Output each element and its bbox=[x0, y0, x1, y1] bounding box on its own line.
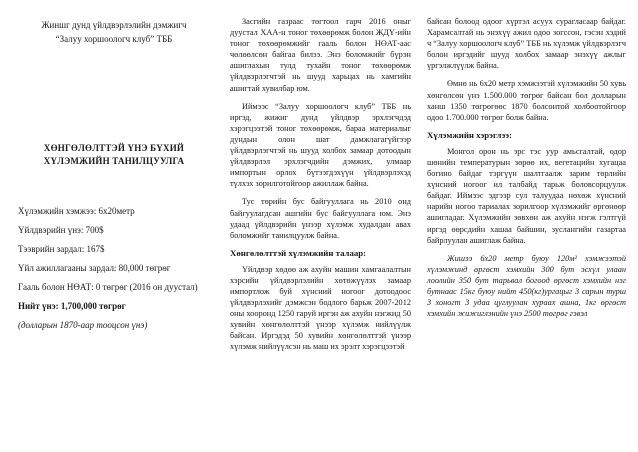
author-line: Жиншг дунд үйлдвэрлэлийн дэмжигч bbox=[41, 20, 187, 30]
paragraph: Өмнө нь 6х20 метр хэмжээтэй хүлэмжийн 50 хувь хөнгөлсөн үнэ 1.500.000 төгрөг байсан бол долларын ханш 1350 төгрөгөөс 1870 болсонтой холбоотойгоор одоо 1.700.000 төгрөг болж байна. bbox=[427, 79, 626, 122]
meta-shipping-cost: Тээврийн зардал: 167$ bbox=[18, 244, 105, 254]
meta-factory-price: Үйлдвэрийн үнэ: 700$ bbox=[18, 225, 104, 235]
section-heading: Хөнгөлөлттэй хүлэмжийн талаар: bbox=[230, 247, 367, 258]
meta-operation-cost: Үйл ажиллагааны зардал: 80,000 төгрөг bbox=[18, 263, 171, 273]
middle-column bbox=[224, 0, 419, 452]
paragraph: Иймээс “Залуу хоршоологч клуб” ТББ нь иргэд, жижиг дунд үйлдвэр эрхлэгчдэд хэрэгцээтэй тоног төхөөрөмж, бараа материалыг дундын олон шат дамжлагагүйгээр үйлдвэрлэгчтэй нь шууд холбох замаар дотоодын үйлдвэрлэл эрхлэгчдийн дэмжих, улмаар импортын орлох бүтээгдэхүүн үйлдвэрлэхэд түлхэх зорилготойгоор ажиллаж байна. bbox=[230, 101, 411, 189]
meta-customs: Гааль болон НӨАТ: 0 төгрөг (2016 он дуустал) bbox=[18, 282, 198, 292]
example-paragraph: Жишээ 6х20 метр буюу 120м² хэмжээтэй хүлэмжинд өргөст хэмхийн 300 бут эсхүл улаан лоолийн 350 бут тарьвал богоод өргөст хэмхийн нэг бутнаас 15кг буюу нийт 450(кг)ургацыг 3 сарын турш 3 хоногт 3 удаа цуглуулан хураах ашна, 1кг өргөст хэмхийн жижиглэнийн үнэ 2500 төгрөг гэвэл bbox=[427, 253, 626, 319]
paragraph: Засгийн газраас төгтоол гарч 2016 оныг дуустал ХАА-н тоног төхөөрөмж болон ЖДҮ-ийн тоног төхөөрөмжийг гааль болон НӨАТ-аас чөлөөлсөн байгаа билээ. Энэ боломжийг бүрэн ашиглахын тулд тухайн тоног төхөөрөмж үйлдвэрлэгчтэй нь шууд харьцах нь хамгийн ашигтай хувилбар юм. bbox=[230, 17, 411, 93]
meta-size: Хүлэмжийн хэмжээ: 6х20метр bbox=[18, 206, 135, 216]
organization-name: “Залуу хоршоологч клуб” ТББ bbox=[55, 34, 173, 44]
section-heading: Хүлэмжийн хэрэглээ: bbox=[427, 129, 512, 140]
paragraph: Монгол орон нь эрс тэс уур амьсгалтай, одор шөнийн температурын зөрөө их, вегетацийн хугацаа богино байдаг тэргүүн шалтгаалж зарим төрлийн хүнсний ногоог ил талбайд тарьж боловсорцуулж байдаг. Иймээс эдгээр сул талуудаа нөхөж хүнсний нарийн ногоо тариалах зорилгоор хүлэмжийг өргөнөөр ашигладаг. Хүлэмжийн зөвхөн аж ахуйн нэгж гэлтгүй иргэд өөрсдийн хашаа байшин, зуслангийн газартаа байрлуулан ашиглаж байна. bbox=[427, 146, 626, 245]
paragraph: Үйлдвэр хөдөө аж ахуйн машин хамгаалалтын хэрсийн үйлдвэрлэлийн хөтөжүүлэх замаар импортлож буй хүнсний ногоог дотоодоос үйлдвэрлэхийг дэмжсэн бодлого барьж 2007-2012 оны хооронд 1250 гаруй иргэн аж ахуйн нэгжид 50 хувийн хөнгөлөлттэй үнээр хүлэмж нийлүүлж байсан. Иргэдэд 50 хувийн хөнгөлөлттэй үнээр хүлэмж нийлүүлсэн нь маш их эрэлт хэрэгцээтэй bbox=[230, 264, 411, 352]
right-column bbox=[419, 0, 638, 452]
paragraph: байсан болоод одоог хүртэл асуух сурагласаар байдаг. Харамсалтай нь энэхүү ажил одоо зогссон, гэсэн хэдий ч “Залуу хоршоологч клуб” ТББ нь хүлэмж үйлдвэрлэгч болон иргэдийг шууд холбох замаар энэхүү ажлыг үргэлжлүүлж байна. bbox=[427, 17, 626, 71]
left-column bbox=[0, 0, 224, 452]
exchange-note: (долларын 1870-аар тооцсон үнэ) bbox=[18, 320, 148, 330]
document-title: ХӨНГӨЛӨЛТТЭЙ ҮНЭ БҮХИЙ bbox=[43, 143, 185, 153]
total-price: Нийт үнэ: 1,700,000 төгрөг bbox=[18, 301, 126, 311]
document-subtitle: ХҮЛЭМЖИЙН ТАНИЛЦУУЛГА bbox=[43, 156, 185, 166]
paragraph: Тус төрийн бус байгууллага нь 2010 онд байгуулагдсан ашгийн бус байгууллага юм. Энэ удаад үйлдвэрийн үнээр хүлэмж худалдан авах боломжийг танилцуулж байна. bbox=[230, 197, 411, 240]
